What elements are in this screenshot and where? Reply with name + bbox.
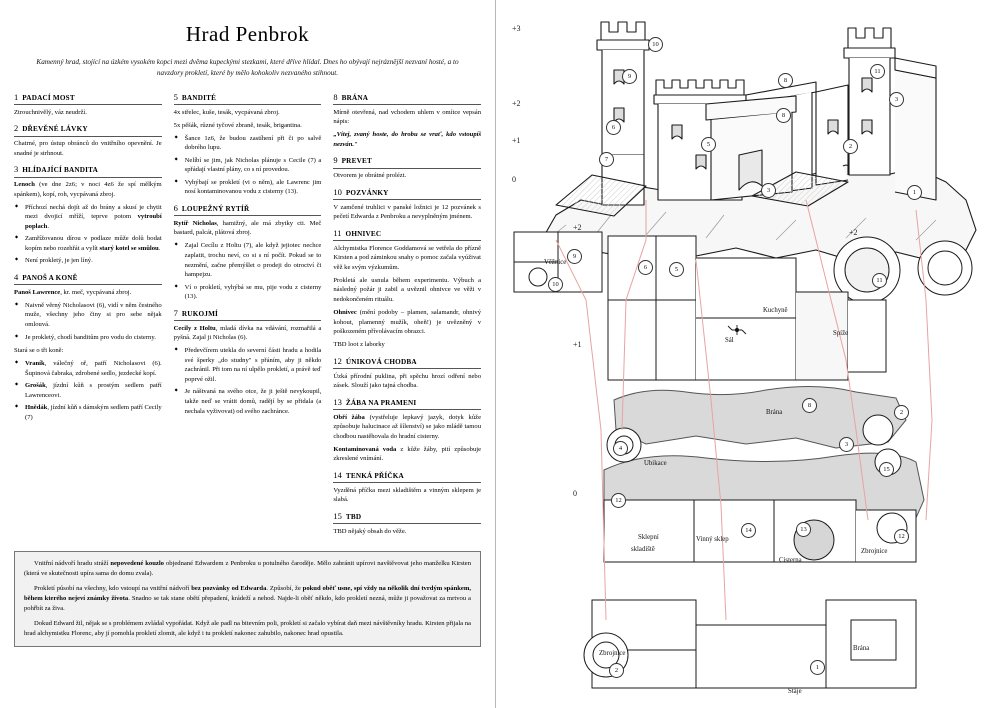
entry-paragraph: V zamčené truhlici v panské ložnici je 12 pozvánek s pečetí Edwarda z Penbroku a nevyplněným jménem. [333, 203, 482, 221]
entry-title: DŘEVĚNÉ LÁVKY [22, 125, 88, 134]
entry-header [333, 510, 481, 524]
list-item: ◆ Příchozí nechá dojít až do brány a skusí je chytit mezi dvojicí mříží, teprve potom vytroubí poplach. [22, 203, 162, 232]
map-key-number: 4 [613, 441, 628, 456]
entry-11 [333, 227, 481, 350]
entry-number: 9 [333, 155, 338, 166]
entry-header [333, 355, 481, 369]
room-label: Brána [766, 409, 783, 416]
entry-paragraph: Lenoch (ve dne 2z6; v noci 4z6 že spí mělkým spánkem), kopí, roh, vycpávaná zbroj. [14, 181, 162, 198]
room-label: Stáje [788, 688, 802, 695]
entry-12 [333, 355, 481, 391]
list-item: ◆ Zamřížovanou dírou v podlaze může dolů bodat kopím nebo rozehřát a vylít starý kotel se smůlou. [22, 234, 162, 253]
intro-paragraph: Kamenný hrad, stojící na úzkém vysokém kopci mezi dvěma kupeckými stezkami, které dříve hlídal. Dnes ho obývají nejráznější nezvaní hosté, a to navzdory prokletí, které by mělo kohokoliv nezvaného stihnout. [36, 58, 459, 77]
entry-list [14, 359, 162, 422]
elevation-label: +2 [849, 228, 858, 237]
entry-title: OHNIVEC [345, 229, 382, 238]
list-item: ◆ Není prokletý, je jen líný. [22, 256, 162, 266]
map-illustration [496, 0, 1000, 708]
map-key-number: 1 [907, 185, 922, 200]
list-item: ◆ Naivně věrný Nicholasovi (6), vidí v něm čestného muže, všechny jeho činy si pro sebe nějak omlouvá. [22, 301, 162, 330]
map-key-number: 15 [879, 462, 894, 477]
entry-number: 3 [14, 164, 19, 175]
entry-paragraph: Panoš Lawrence, kr. meč, vycpávaná zbroj. [14, 288, 132, 296]
list-item: ◆ Je prokletý, chodí banditům pro vodu do cisterny. [22, 333, 162, 343]
entry-paragraph: Obří žába (vystřeluje lepkavý jazyk, dotyk kůže způsobuje halucinace až šílenství) se jako mládě tamou chodbou nastěhovala do hradní cisterny. [333, 413, 482, 440]
entry-title: ŽÁBA NA PRAMENI [345, 398, 417, 407]
map-key-number: 11 [872, 273, 887, 288]
map-key-number: 1 [810, 660, 825, 675]
list-item: ◆ Vyhýbají se prokletí (vi o něm), ale Lawrenc jim nosí kontaminovanou vodu z cisterny (13). [182, 178, 322, 197]
entry-header [174, 91, 322, 105]
room-label: skladiště [631, 546, 655, 553]
note-paragraph: Dokud Edward žil, nějak se s problémem zvládal vypořádat. Když ale padl na bitevním poli, prokletí si začalo vybírat daň mezi návštěvníky hradu. Kirsten přijala na hrad alchymistku Florenc, aby jí pomohla prokletí zlomit, ale když i tu prokletí nakonec zahubilo, nakonec hrad opustila. [24, 619, 471, 637]
map-key-number: 8 [778, 73, 793, 88]
elevation-label: +3 [512, 24, 521, 33]
entry-header [333, 186, 481, 200]
entry-header [174, 307, 322, 321]
entry-title: BRÁNA [341, 93, 369, 102]
elevation-label: 0 [512, 175, 516, 184]
entry-5 [174, 91, 322, 197]
entry-15 [333, 510, 481, 536]
entry-2 [14, 122, 162, 158]
map-key-number: 6 [638, 260, 653, 275]
list-item: ◆ Je náštvaná na svého otce, že ji ještě nevykoupil, takže neď se vrátit domů, radějí by se přidala (a nechala vyživovat) od svého zachránce. [182, 387, 322, 416]
list-item: ◆ Zajal Cecílu z Holtu (7), ale když jejiotec nechce zaplatit, trochu neví, co si s ní počít. Pokud se to nezmění, začne přemýšlet o prodeji do otroctví či hampejzu. [182, 241, 322, 279]
map-key-number: 9 [622, 69, 637, 84]
room-label: Věžnice [544, 259, 567, 266]
entry-header [333, 154, 481, 168]
map-key-number: 13 [796, 522, 811, 537]
map-key-number: 14 [741, 523, 756, 538]
entry-header [333, 469, 481, 483]
entry-columns [0, 91, 495, 542]
entry-list [174, 134, 322, 197]
entry-title: LOUPEŽNÝ RYTÍŘ [181, 204, 250, 213]
entry-title: PADACÍ MOST [22, 93, 75, 102]
entry-paragraph: Cecily z Holtu, mladá dívka na vdávání, rozmařilá a pyšná. Zajal ji Nicholas (6). [173, 324, 322, 342]
entry-header [14, 163, 162, 177]
entry-number: 14 [333, 469, 342, 480]
entry-header [14, 122, 162, 136]
entry-8 [333, 91, 481, 150]
map-key-number: 9 [567, 249, 582, 264]
entry-number: 8 [333, 91, 338, 102]
curse-note-box [14, 551, 481, 646]
column-3 [333, 91, 481, 542]
entry-header [333, 396, 481, 410]
left-page [0, 0, 495, 708]
room-label: Cisterna [779, 557, 802, 564]
column-1 [14, 91, 162, 542]
entry-paragraph: Kontaminovaná voda z kůže žáby, pití způsobuje zkreslené vnímání. [333, 445, 482, 463]
map-key-number: 7 [599, 152, 614, 167]
note-paragraph: Vnitřní nádvoří hradu stráží nepovedené kouzlo objednané Edwardem z Penbroku u potulného čaroděje. Mělo zabránit upírovi navštěvovat jeho manželku Kirsten (která ve skutečnosti upíra sama do domu zvala). [24, 560, 471, 578]
map-key-number: 12 [611, 493, 626, 508]
entry-paragraph: Alchymistka Florence Goddamová se vetřela do přízně Kirsten a pod záminkou snahy o pomoc začala vyúživat věž ke svým výzkumům. [333, 244, 482, 271]
entry-3 [14, 163, 162, 266]
list-item: ◆ Vraník, válečný oř, patří Nicholasovi (6). Šupinová čabraka, zdrobené sedlo, jezdecké kopí. [22, 359, 162, 378]
map-key-number: 5 [701, 137, 716, 152]
list-item: ◆ Hnědák, jízdní kůň s dámským sedlem patří Cecily (7) [22, 403, 162, 422]
map-key-number: 11 [870, 64, 885, 79]
entry-list [14, 203, 162, 266]
map-key-number: 8 [802, 398, 817, 413]
entry-paragraph: Chatrné, pro ústup obránců do vnitřního opevnění. Je snadné je strhnout. [14, 140, 162, 157]
room-label: Zbrojnice [861, 548, 888, 555]
entry-title: RUKOJMÍ [181, 309, 219, 318]
room-label: Sál [725, 337, 734, 344]
note-paragraph: Prokletí působí na všechny, kdo vstoupí na vnitřní nádvoří bez pozvánky od Edwarda. Způsobí, že pokud oběť usne, spí vždy na několik dní tvrdým spánkem, během kterého nejeví známky života. Snadno se tak stane obětí přepadení, krádeží a nehod. Najde-li oběť někdo, kdo prokletí nezná, může ji považovat za mrtvou a pohřbít za živa. [24, 585, 471, 612]
map-key-number: 12 [894, 529, 909, 544]
map-key-number: 10 [648, 37, 663, 52]
entry-header [174, 202, 322, 216]
entry-paragraph: Mírně otevřená, nad vchodem uhlem v omítce vepsán nápis: [333, 108, 482, 126]
list-item: ◆ Nelíbí se jim, jak Nicholas plánuje s Cecile (7) a spřádají vlastní plány, co s ní provedou. [182, 156, 322, 175]
map-key-number: 5 [669, 262, 684, 277]
list-item: ◆ Šance 1z6, že budou zastíhení při či po salvě dobrého lupu. [182, 134, 322, 153]
entry-paragraph: Rytíř Nicholas, hamižný, ale má zbytky cti. Meč bastard, palcát, plátová zbroj. [173, 219, 322, 237]
entry-7 [174, 307, 322, 416]
map-key-number: 3 [761, 183, 776, 198]
entry-paragraph: TBD loot z laborky [333, 341, 385, 349]
room-label: Spíže [833, 330, 849, 337]
entry-6 [174, 202, 322, 302]
entry-title: PANOŠ A KONĚ [22, 273, 78, 282]
entry-title: ÚNIKOVÁ CHODBA [345, 357, 417, 366]
entry-title: TENKÁ PŘÍČKA [345, 471, 404, 480]
entry-paragraph: TBD nějaký obsah do věže. [333, 527, 407, 535]
entry-header [333, 227, 481, 241]
entry-14 [333, 469, 481, 505]
entry-paragraph: Ztrouchnivělý, váz neudrží. [14, 108, 87, 116]
map-key-number: 3 [839, 437, 854, 452]
entry-paragraph: Vyzděná příčka mezi skladištěm a vinným sklepem je slabá. [333, 486, 482, 504]
entry-number: 6 [173, 202, 178, 213]
entry-number: 12 [333, 355, 342, 366]
list-item: ◆ Ví o prokletí, vyhýbá se mu, pije vodu z cisterny (13). [182, 283, 322, 302]
entry-paragraph: Otvorem je obrátné prolézt. [333, 172, 407, 180]
list-item: ◆ Předevčírem utekla do severní části hradu a hodila své šperky „do studny" s přáním, aby ji někdo zachránil. Při tom na ní ulpělo prokletí, a právě teď poprvé ožil. [182, 346, 322, 384]
entry-number: 4 [14, 271, 19, 282]
entry-title: PREVET [341, 157, 372, 166]
map-key-number: 10 [548, 277, 563, 292]
map-key-number: 3 [889, 92, 904, 107]
entry-number: 13 [333, 396, 342, 407]
column-2 [174, 91, 322, 542]
list-item: ◆ Grošák, jízdní kůň s prostým sedlem patří Lawrenceovi. [22, 381, 162, 400]
entry-13 [333, 396, 481, 464]
map-key-number: 8 [776, 108, 791, 123]
room-label: Vinný sklep [696, 536, 729, 543]
map-key-number: 6 [606, 120, 621, 135]
entry-title: BANDITÉ [181, 93, 217, 102]
page-title: Hrad Penbrok [185, 22, 310, 46]
entry-paragraph: Prokletá ale usnula během experimentu. Výbuch a následný požár ji zabil a uvěznil ohnivce ve věži v nedokončeném rituálu. [333, 276, 482, 303]
map-key-number: 2 [609, 663, 624, 678]
room-label: Ubikace [644, 460, 667, 467]
room-label: Zbrojnice [599, 650, 626, 657]
entry-number: 5 [173, 91, 178, 102]
entry-number: 15 [333, 510, 342, 521]
elevation-label: +2 [512, 99, 521, 108]
entry-title: POZVÁNKY [345, 188, 389, 197]
map-key-number: 2 [843, 139, 858, 154]
entry-header [14, 91, 162, 105]
entry-paragraph: „Vítej, zvaný hoste, do hrobu se vrať, kdo vstoupíš nezván." [333, 131, 482, 148]
entry-list [174, 241, 322, 301]
entry-list [174, 346, 322, 416]
entry-list [14, 301, 162, 342]
entry-header [333, 91, 481, 105]
entry-9 [333, 154, 481, 180]
entry-10 [333, 186, 481, 222]
right-page-map [495, 0, 1000, 708]
entry-title: HLÍDAJÍCÍ BANDITA [22, 166, 99, 175]
entry-paragraph: Úzká přírodní puklina, při spěchu hrozí odření nebo zásek. Slouží jako tajná chodba. [333, 372, 482, 390]
entry-number: 1 [14, 91, 19, 102]
entry-paragraph: 4x střelec, kuše, tesák, vycpávaná zbroj. [173, 108, 280, 116]
entry-paragraph: Stará se o tři koně: [14, 347, 64, 355]
entry-paragraph: 5x pěšák, různé tyčové zbraně, tesák, brigantina. [173, 121, 302, 129]
map-key-number: 2 [894, 405, 909, 420]
entry-title: TBD [345, 512, 362, 521]
room-label: Kuchyně [763, 307, 788, 314]
elevation-label: 0 [573, 489, 577, 498]
entry-number: 10 [333, 186, 342, 197]
entry-1 [14, 91, 162, 117]
room-label: Sklepní [638, 534, 659, 541]
entry-4 [14, 271, 162, 423]
elevation-label: +1 [512, 136, 521, 145]
entry-paragraph: Ohnivec (mění podoby – plamen, salamandr, ohnivý kohout, plamenný mužík, oheň!) je uvězněný v poškozeném přívolávacím obrazci. [333, 308, 482, 336]
entry-number: 2 [14, 123, 19, 134]
entry-number: 11 [333, 227, 342, 238]
elevation-label: +2 [573, 223, 582, 232]
room-label: Brána [853, 645, 870, 652]
castle-map [496, 0, 1000, 708]
entry-number: 7 [173, 307, 178, 318]
entry-header [14, 271, 162, 285]
elevation-label: +1 [573, 340, 582, 349]
